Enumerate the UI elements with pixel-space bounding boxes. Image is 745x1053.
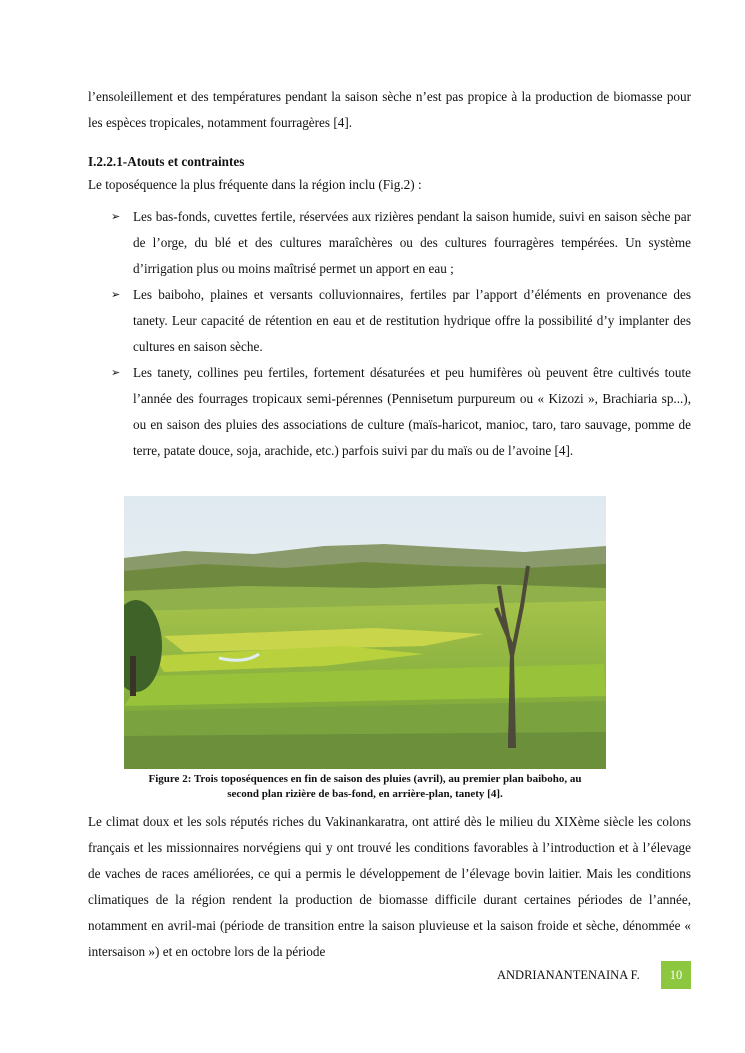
climate-paragraph: Le climat doux et les sols réputés riches du Vakinankaratra, ont attiré dès le milieu du XIXème siècle les colons français et les missionnaires norvégiens qui y ont trouvé les conditions favorables à l’introduction et à l’élevage de vaches de races améliorées, ce qui a permis le développement de l’élevage bovin laitier. Mais les conditions climatiques de la région rendent la production de biomasse difficile durant certaines périodes de l’année, notamment en avril-mai (période de transition entre la saison pluvieuse et la saison froide et sèche, dénommée « intersaison ») et en octobre lors de la période [88, 814, 691, 959]
section-heading: I.2.2.1-Atouts et contraintes [88, 154, 245, 169]
arrow-bullet-icon: ➢ [111, 210, 121, 223]
page-number: 10 [661, 961, 691, 989]
list-item-text: Les bas-fonds, cuvettes fertile, réservées aux rizières pendant la saison humide, suivi en saison sèche par de l’orge, du blé et des cultures maraîchères ou des cultures fourragères tempérées. Un système d’irrigation plus ou moins maîtrisé permet un apport en eau ; [133, 209, 691, 276]
page-body [88, 84, 691, 464]
lead-paragraph: Le toposéquence la plus fréquente dans la région inclu (Fig.2) : [88, 177, 422, 192]
list-item-text: Les tanety, collines peu fertiles, fortement désaturées et peu humifères où peuvent être cultivés toute l’année des fourrages tropicaux semi-pérennes (Pennisetum purpureum ou « Kizozi », Brachiaria sp...), ou en saison des pluies des associations de culture (maïs-haricot, manioc, taro, taro sauvage, pomme de terre, patate douce, soja, arachide, etc.) parfois suivi par du maïs ou de l’avoine [4]. [133, 365, 691, 458]
list-item [88, 360, 691, 464]
caption-line-2: second plan rizière de bas-fond, en arrière-plan, tanety [4]. [227, 788, 503, 800]
footer-author: ANDRIANANTENAINA F. [497, 968, 640, 982]
after-figure-block [88, 809, 691, 965]
list-item-text: Les baiboho, plaines et versants colluvionnaires, fertiles par l’apport d’éléments en provenance des tanety. Leur capacité de rétention en eau et de restitution hydrique offre la possibilité d’y implanter des cultures en saison sèche. [133, 287, 691, 354]
arrow-bullet-icon: ➢ [111, 288, 121, 301]
list-item [88, 282, 691, 360]
landscape-photo [124, 496, 606, 769]
figure-caption [110, 772, 620, 802]
caption-line-1: Figure 2: Trois toposéquences en fin de saison des pluies (avril), au premier plan baiboho, au [148, 773, 582, 785]
toposequence-list [88, 204, 691, 464]
arrow-bullet-icon: ➢ [111, 366, 121, 379]
list-item [88, 204, 691, 282]
intro-paragraph: l’ensoleillement et des températures pendant la saison sèche n’est pas propice à la production de biomasse pour les espèces tropicales, notamment fourragères [4]. [88, 89, 691, 130]
